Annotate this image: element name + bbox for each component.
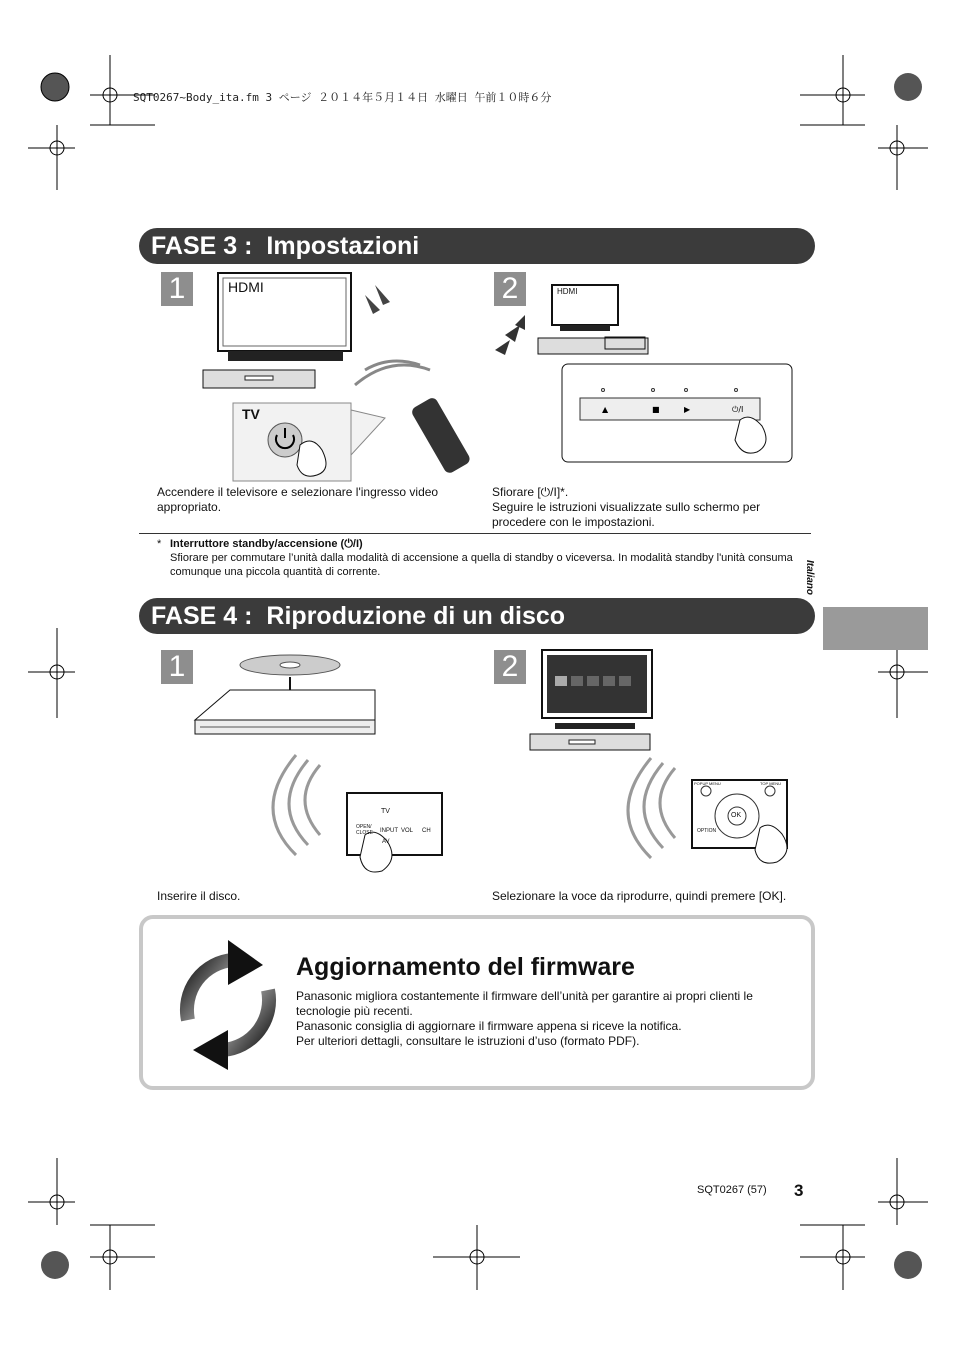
page-number: 3 — [794, 1181, 804, 1200]
step4-panel1-number: 1 — [161, 650, 193, 684]
step4-panel2-caption: Selezionare la voce da riprodurre, quindi premere [OK]. — [492, 889, 787, 903]
step3-panel2-number: 2 — [494, 272, 526, 306]
divider — [139, 533, 811, 534]
tv-screen-hdmi-label-small: HDMI — [557, 287, 578, 296]
step4-panel1-caption: Inserire il disco. — [157, 889, 241, 903]
step3-panel2-caption-line1: Sfiorare [⏻/I]*. — [492, 485, 569, 499]
firmware-line: Panasonic consiglia di aggiornare il firmware appena si riceve la notifica. — [296, 1019, 682, 1033]
remote-ok-label: OK — [731, 812, 742, 819]
remote-open-close-label: OPEN/ CLOSE — [356, 824, 373, 836]
file-header-line: SQT0267~Body_ita.fm 3 ページ ２０１４年５月１４日 水曜日 午前１０時６分 — [133, 91, 552, 104]
tv-screen-hdmi-label: HDMI — [228, 279, 264, 295]
step4-panel2-number: 2 — [494, 650, 526, 684]
remote-tv-label: TV — [381, 808, 390, 815]
step4-heading-bar — [139, 598, 815, 634]
remote-top-menu-label: TOP MENU — [760, 781, 781, 786]
remote-popup-menu-label: POPUP MENU — [694, 781, 721, 786]
firmware-text — [296, 989, 796, 1049]
svg-text:▶: ▶ — [684, 405, 691, 414]
remote-option-label: OPTION — [697, 828, 717, 834]
remote-vol-label: VOL — [401, 828, 414, 834]
remote-av-label: AV — [382, 839, 390, 845]
tv-button-label: TV — [242, 406, 260, 422]
step3-heading-bar — [139, 228, 815, 264]
step3-panel2-caption — [492, 485, 802, 530]
firmware-line: Panasonic migliora costantemente il firmware dell’unità per garantire ai propri clienti le tecnologie più recenti. — [296, 989, 753, 1018]
step4-fase-label: FASE 4 : — [151, 601, 253, 630]
language-tab-label: Italiano — [804, 560, 815, 596]
svg-text:⏻/I: ⏻/I — [732, 405, 744, 414]
language-tab — [823, 607, 928, 650]
firmware-line: Per ulteriori dettagli, consultare le istruzioni d’uso (formato PDF). — [296, 1034, 640, 1048]
step4-title: Riproduzione di un disco — [266, 601, 566, 630]
refresh-icon — [168, 935, 288, 1075]
standby-note-body: Sfiorare per commutare l’unità dalla modalità di accensione a quella di standby o viceversa. In modalità standby l'unità consuma comunque una piccola quantità di corrente. — [170, 552, 793, 578]
step3-panel2-caption-line2: Seguire le istruzioni visualizzate sullo schermo per procedere con le impostazioni. — [492, 500, 761, 529]
step3-panel1-number: 1 — [161, 272, 193, 306]
remote-input-label: INPUT — [380, 828, 398, 834]
svg-text:■: ■ — [652, 405, 660, 414]
disc-insert-illustration — [190, 645, 460, 885]
standby-note — [170, 537, 810, 579]
remote-ch-label: CH — [422, 828, 431, 834]
player-touch-panel-illustration — [490, 280, 800, 465]
menu-select-illustration — [525, 648, 815, 878]
svg-text:▲: ▲ — [602, 405, 609, 414]
document-code: SQT0267 (57) — [697, 1184, 767, 1196]
firmware-title: Aggiornamento del firmware — [296, 953, 635, 981]
standby-note-heading: Interruttore standby/accensione (⏻/I) — [170, 538, 363, 550]
step3-fase-label: FASE 3 : — [151, 231, 253, 260]
tv-remote-illustration — [195, 270, 470, 485]
note-asterisk: * — [157, 538, 162, 550]
step3-title: Impostazioni — [266, 231, 420, 260]
step3-panel1-caption: Accendere il televisore e selezionare l'ingresso video appropriato. — [157, 485, 439, 514]
